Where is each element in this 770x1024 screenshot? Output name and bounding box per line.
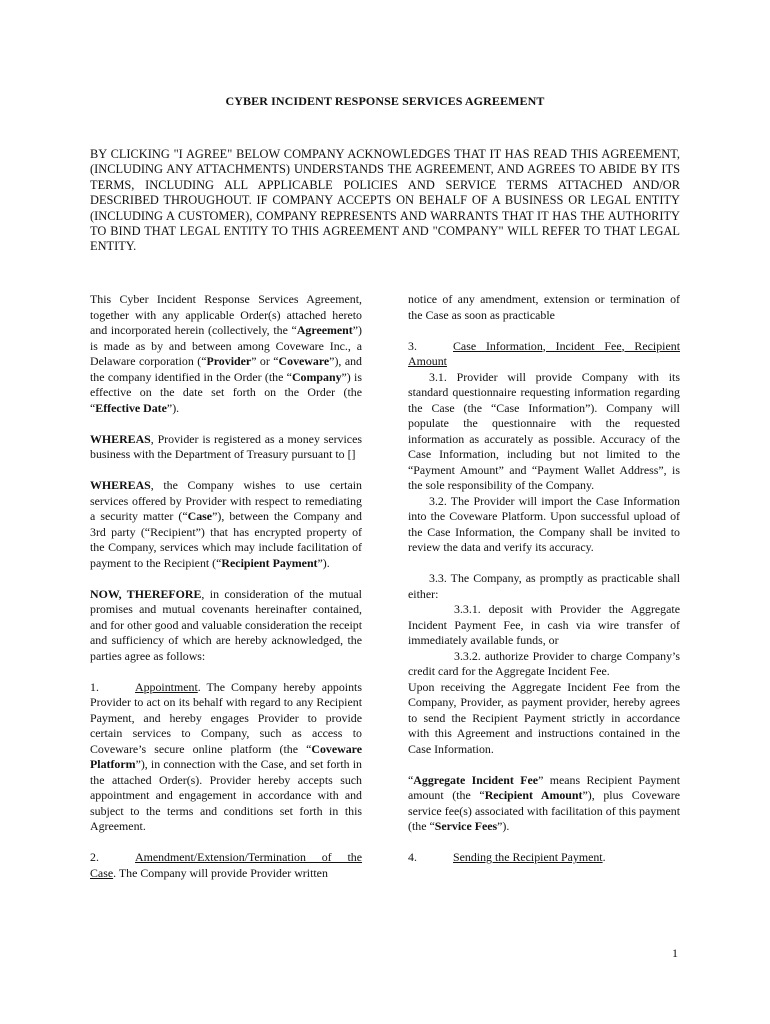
now-therefore-paragraph: NOW, THEREFORE, in consideration of the mutual promises and mutual covenants hereinafter contained, and for other good and valuable consideration the receipt and sufficiency of which are hereby acknowledged, the parties agree as follows:	[90, 586, 362, 663]
clause-3-2: 3.2. The Provider will import the Case Information into the Coveware Platform. Upon successful upload of the Case Information, the Company shall be invited to review the data and verify its accuracy.	[408, 493, 680, 554]
section-2-amendment: 2. Amendment/Extension/Termination of the Case. The Company will provide Provider written	[90, 850, 362, 880]
section-4-heading: 4. Sending the Recipient Payment.	[408, 850, 606, 864]
page-number: 1	[672, 946, 678, 960]
clause-3-3-1: 3.3.1. deposit with Provider the Aggregate Incident Payment Fee, in cash via wire transfer of immediately available funds, or	[408, 602, 680, 647]
whereas-paragraph-1: WHEREAS, Provider is registered as a money services business with the Department of Treasury pursuant to []	[90, 431, 362, 461]
clause-3-3-2: 3.3.2. authorize Provider to charge Company’s credit card for the Aggregate Incident Fee.	[408, 648, 680, 678]
section-2-continuation: notice of any amendment, extension or termination of the Case as soon as practicable	[408, 292, 680, 322]
left-column	[90, 292, 362, 881]
section-3-heading: 3. Case Information, Incident Fee, Recipient Amount	[408, 338, 680, 368]
clause-3-1: 3.1. Provider will provide Company with its standard questionnaire requesting information regarding the Case (the “Case Information”). Company will populate the questionnaire with the requested information as accurately as possible. Accuracy of the Case Information, including but not limited to the “Payment Amount” and “Payment Wallet Address”, is the sole responsibility of the Company.	[408, 369, 680, 492]
whereas-paragraph-2: WHEREAS, the Company wishes to use certain services offered by Provider with respect to remediating a security matter (“Case”), between the Company and 3rd party (“Recipient”) that has encrypted property of the Company, services which may include facilitation of payment to the Recipient (“Recipient Payment”).	[90, 478, 362, 570]
aggregate-fee-definition: “Aggregate Incident Fee” means Recipient Payment amount (the “Recipient Amount”), plus Coveware service fee(s) associated with facilitation of this payment (the “Service Fees”).	[408, 772, 681, 833]
intro-paragraph: This Cyber Incident Response Services Agreement, together with any applicable Order(s) attached hereto and incorporated herein (collectively, the “Agreement”) is made as by and between among Coveware Inc., a Delaware corporation (“Provider” or “Coveware”), and the company identified in the Order (the “Company”) is effective on the date set forth on the Order (the “Effective Date”).	[90, 292, 362, 415]
preamble-paragraph: BY CLICKING "I AGREE" BELOW COMPANY ACKNOWLEDGES THAT IT HAS READ THIS AGREEMENT, (INCLUDING ANY ATTACHMENTS) UNDERSTANDS THE AGREEMENT, AND AGREES TO ABIDE BY ITS TERMS, INCLUDING ALL APPLICABLE POLICIES AND SERVICE TERMS ATTACHED AND/OR DESCRIBED THROUGHOUT. IF COMPANY ACCEPTS ON BEHALF OF A BUSINESS OR LEGAL ENTITY (INCLUDING A CUSTOMER), COMPANY REPRESENTS AND WARRANTS THAT IT HAS THE AUTHORITY TO BIND THAT LEGAL ENTITY TO THIS AGREEMENT AND "COMPANY" WILL REFER TO THAT LEGAL ENTITY.	[90, 147, 680, 254]
upon-receiving-paragraph: Upon receiving the Aggregate Incident Fee from the Company, Provider, as payment provider, hereby agrees to send the Recipient Payment strictly in accordance with this Agreement and instructions contained in the Case Information.	[408, 679, 680, 756]
clause-3-3: 3.3. The Company, as promptly as practicable shall either:	[408, 571, 680, 601]
section-1-appointment: 1. Appointment. The Company hereby appoints Provider to act on its behalf with regard to any Recipient Payment, and hereby engages Provider to provide certain services to Company, such as access to Coveware’s secure online platform (the “Coveware Platform”), in connection with the Case, and set forth in the attached Order(s). Provider hereby accepts such appointment and engagement in accordance with and subject to the terms and conditions set forth in this Agreement.	[90, 679, 362, 833]
document-title: CYBER INCIDENT RESPONSE SERVICES AGREEMENT	[225, 94, 545, 108]
right-column	[408, 292, 680, 866]
